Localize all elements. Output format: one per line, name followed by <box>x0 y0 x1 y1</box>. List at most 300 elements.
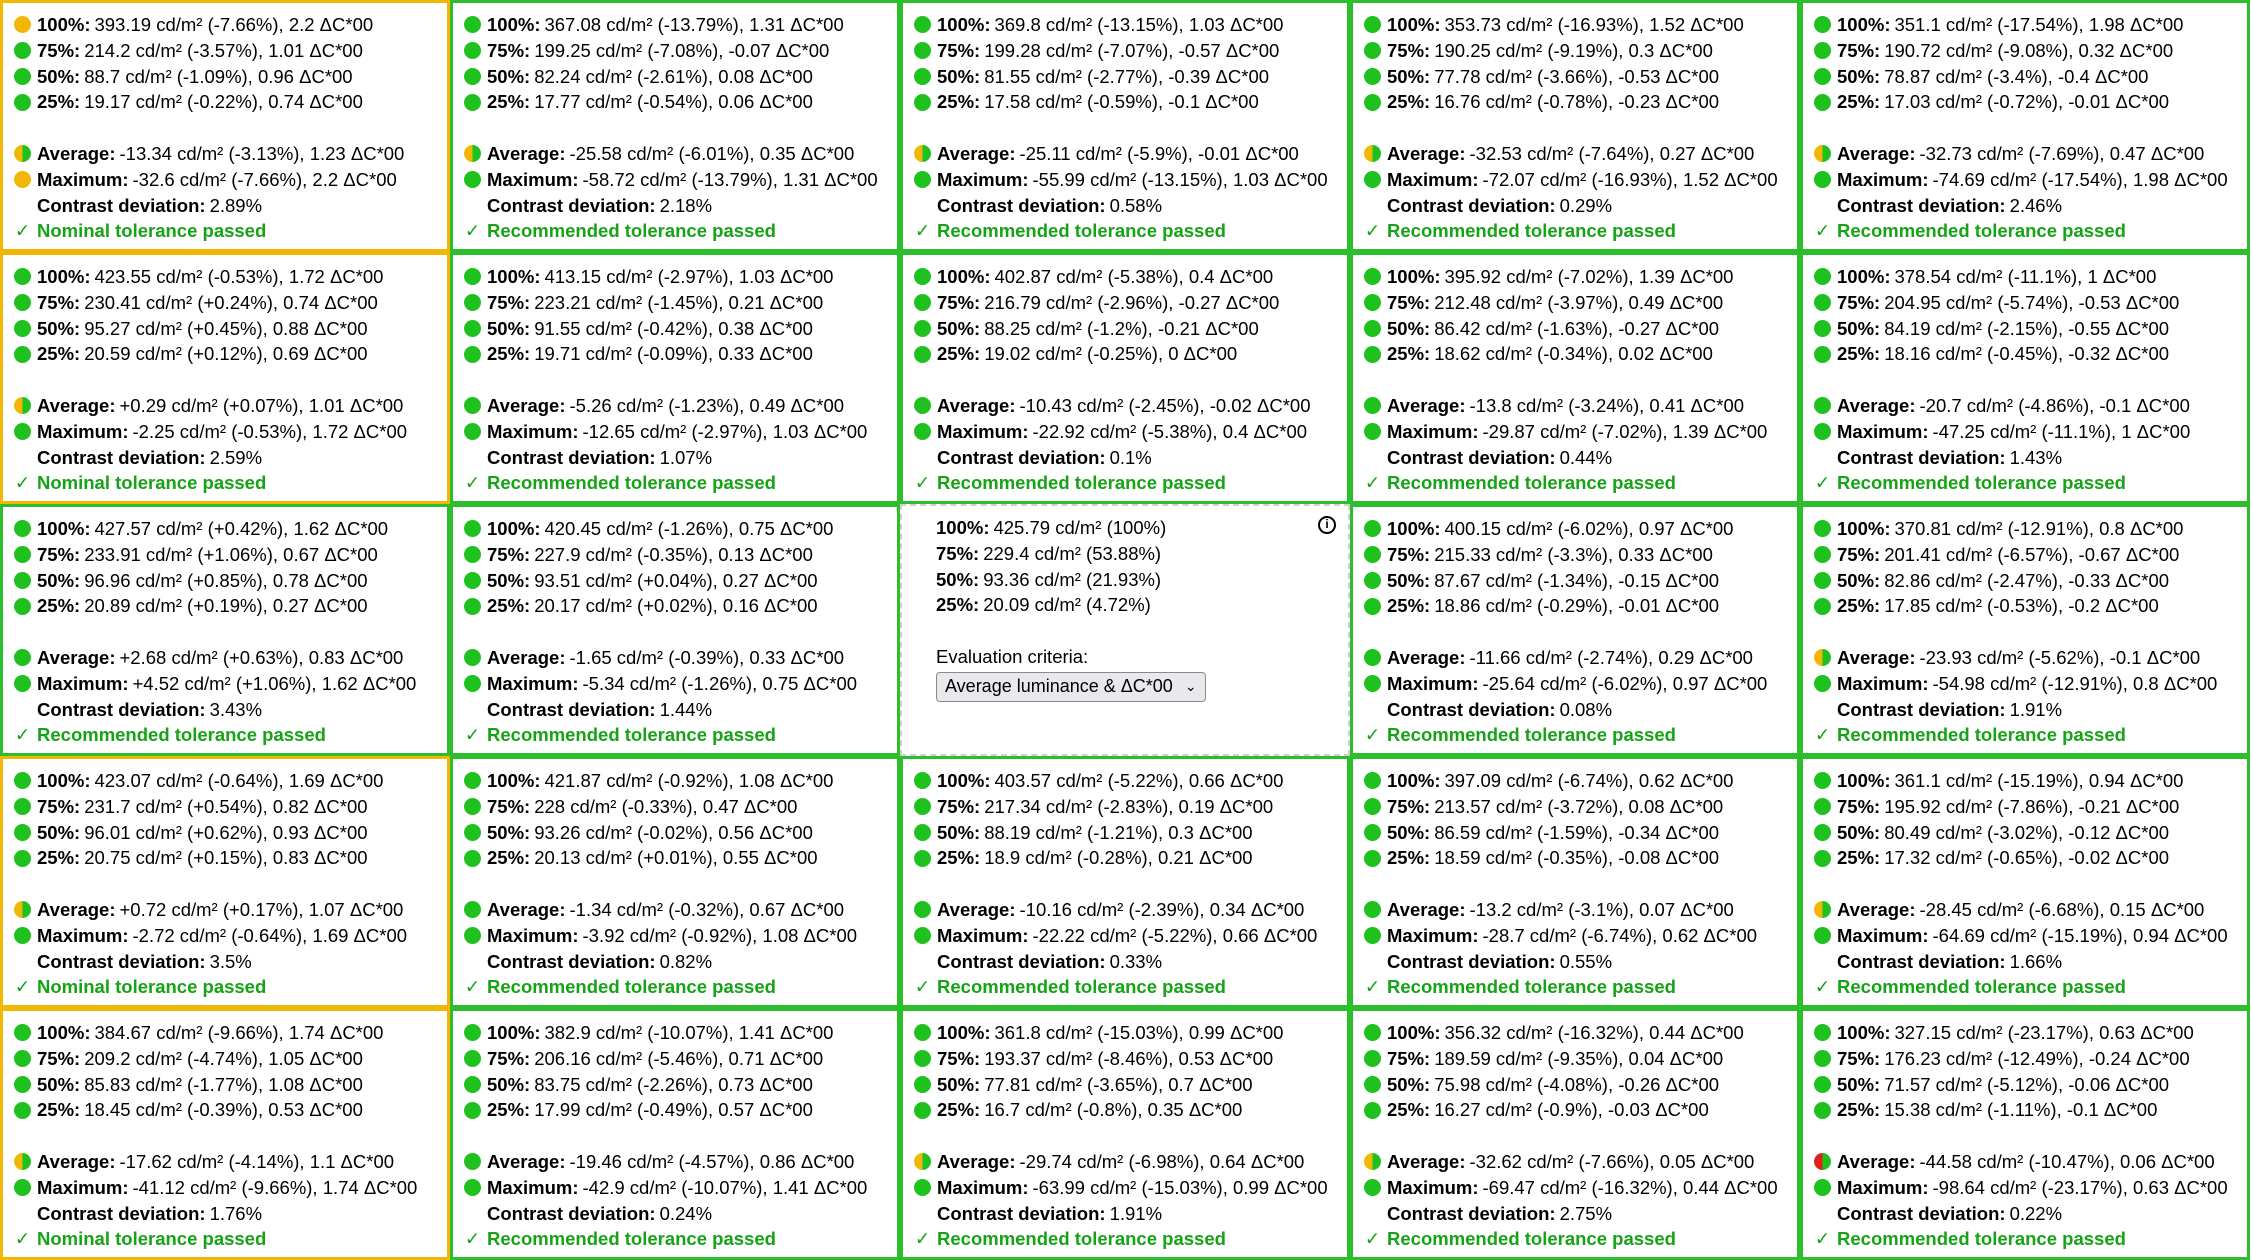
measurement-value: 18.9 cd/m² (-0.28%), 0.21 ΔC*00 <box>984 847 1253 869</box>
measurement-label: 25%: <box>1837 343 1881 365</box>
measurement-row <box>1814 671 2237 697</box>
status-dot-icon <box>1364 320 1381 337</box>
measurement-row <box>464 645 887 671</box>
measurement-value: 209.2 cd/m² (-4.74%), 1.05 ΔC*00 <box>84 1047 363 1069</box>
measurement-label: 100%: <box>37 266 91 287</box>
tolerance-status-text: Recommended tolerance passed <box>1387 976 1676 998</box>
measurement-row <box>14 264 437 290</box>
measurement-row <box>14 419 437 445</box>
measurement-row <box>14 89 437 115</box>
info-circle-icon[interactable]: i <box>1318 516 1336 534</box>
contrast-value: 2.46% <box>2009 194 2063 216</box>
tolerance-status-text: Nominal tolerance passed <box>37 976 267 998</box>
status-dot-icon <box>1814 546 1831 563</box>
measurement-row <box>914 264 1337 290</box>
measurement-label: Maximum: <box>487 420 579 442</box>
measurement-label: Maximum: <box>37 420 129 442</box>
status-dot-icon <box>1364 772 1381 789</box>
contrast-label: Contrast deviation: <box>937 1202 1106 1224</box>
row-spacer <box>1814 871 2237 897</box>
measurement-label: Maximum: <box>1387 168 1479 190</box>
measurement-row <box>464 12 887 38</box>
measurement-row <box>14 645 437 671</box>
status-dot-icon <box>914 320 931 337</box>
measurement-value: 204.95 cd/m² (-5.74%), -0.53 ΔC*00 <box>1884 291 2180 313</box>
measurement-value: 82.24 cd/m² (-2.61%), 0.08 ΔC*00 <box>534 65 813 87</box>
measurement-value: -47.25 cd/m² (-11.1%), 1 ΔC*00 <box>1932 420 2191 442</box>
measurement-cell <box>1800 0 2250 252</box>
tolerance-status-text: Recommended tolerance passed <box>487 724 776 746</box>
measurement-row <box>14 794 437 820</box>
measurement-value: 19.17 cd/m² (-0.22%), 0.74 ΔC*00 <box>84 91 363 113</box>
measurement-label: Maximum: <box>1837 1176 1929 1198</box>
tolerance-status <box>14 974 437 1000</box>
measurement-row <box>464 1149 887 1175</box>
tolerance-status <box>1364 974 1787 1000</box>
contrast-value: 0.29% <box>1559 194 1613 216</box>
contrast-label: Contrast deviation: <box>487 194 656 216</box>
measurement-label: Average: <box>487 646 566 668</box>
status-dot-icon <box>1814 901 1831 918</box>
evaluation-criteria-label: Evaluation criteria: <box>936 645 1089 667</box>
measurement-label: 25%: <box>1387 847 1431 869</box>
status-dot-icon <box>1814 94 1831 111</box>
measurement-label: Average: <box>37 142 116 164</box>
measurement-value: 361.1 cd/m² (-15.19%), 0.94 ΔC*00 <box>1894 770 2184 791</box>
row-spacer <box>14 1123 437 1149</box>
measurement-value: 327.15 cd/m² (-23.17%), 0.63 ΔC*00 <box>1894 1022 2194 1043</box>
contrast-label: Contrast deviation: <box>1837 1202 2006 1224</box>
tolerance-status-text: Recommended tolerance passed <box>1387 220 1676 242</box>
measurement-label: 100%: <box>1387 266 1441 287</box>
measurement-value: 20.89 cd/m² (+0.19%), 0.27 ΔC*00 <box>84 595 368 617</box>
contrast-value: 0.33% <box>1109 950 1163 972</box>
measurement-label: 75%: <box>487 543 531 565</box>
measurement-value: -5.34 cd/m² (-1.26%), 0.75 ΔC*00 <box>582 672 858 694</box>
measurement-row <box>1814 645 2237 671</box>
measurement-label: 100%: <box>37 14 91 35</box>
status-dot-icon <box>1814 772 1831 789</box>
status-dot-icon <box>464 572 481 589</box>
measurement-value: 19.02 cd/m² (-0.25%), 0 ΔC*00 <box>984 343 1238 365</box>
status-dot-icon <box>464 346 481 363</box>
measurement-value: -72.07 cd/m² (-16.93%), 1.52 ΔC*00 <box>1482 168 1778 190</box>
status-dot-icon <box>1364 824 1381 841</box>
contrast-value: 0.08% <box>1559 698 1613 720</box>
status-dot-icon <box>1814 16 1831 33</box>
measurement-row <box>1814 542 2237 568</box>
measurement-label: 100%: <box>1837 518 1891 539</box>
contrast-label: Contrast deviation: <box>37 950 206 972</box>
measurement-row <box>1364 419 1787 445</box>
status-dot-icon <box>14 1102 31 1119</box>
status-dot-icon <box>1364 1076 1381 1093</box>
contrast-row <box>914 949 1337 975</box>
measurement-label: Average: <box>1387 394 1466 416</box>
measurement-cell <box>1350 756 1800 1008</box>
contrast-label: Contrast deviation: <box>1387 950 1556 972</box>
contrast-row <box>14 193 437 219</box>
measurement-label: Average: <box>37 646 116 668</box>
status-dot-icon <box>464 824 481 841</box>
measurement-row <box>1364 1072 1787 1098</box>
measurement-value: +4.52 cd/m² (+1.06%), 1.62 ΔC*00 <box>132 672 417 694</box>
measurement-row <box>914 316 1337 342</box>
status-dot-icon <box>14 901 31 918</box>
tolerance-status <box>14 722 437 748</box>
measurement-value: -32.6 cd/m² (-7.66%), 2.2 ΔC*00 <box>132 168 397 190</box>
measurement-label: 50%: <box>1837 65 1881 87</box>
measurement-label: 100%: <box>1837 1022 1891 1043</box>
status-dot-icon <box>914 145 931 162</box>
measurement-row <box>1814 141 2237 167</box>
measurement-label: 50%: <box>37 1073 81 1095</box>
contrast-value: 2.59% <box>209 446 263 468</box>
measurement-value: -1.34 cd/m² (-0.32%), 0.67 ΔC*00 <box>569 898 845 920</box>
check-icon: ✓ <box>1364 472 1381 494</box>
contrast-label: Contrast deviation: <box>487 446 656 468</box>
measurement-row <box>14 516 437 542</box>
tolerance-status-text: Recommended tolerance passed <box>937 1228 1226 1250</box>
row-spacer <box>1814 115 2237 141</box>
tolerance-status <box>464 974 887 1000</box>
measurement-value: -58.72 cd/m² (-13.79%), 1.31 ΔC*00 <box>582 168 878 190</box>
status-dot-icon <box>1814 1179 1831 1196</box>
measurement-label: 75%: <box>1387 1047 1431 1069</box>
measurement-label: 25%: <box>1837 847 1881 869</box>
status-dot-icon <box>14 850 31 867</box>
measurement-label: 75%: <box>1387 795 1431 817</box>
measurement-label: 100%: <box>1837 14 1891 35</box>
measurement-row <box>464 316 887 342</box>
measurement-row <box>1814 341 2237 367</box>
evaluation-criteria-value: Average luminance & ΔC*00 <box>945 675 1173 696</box>
status-dot-icon <box>464 1076 481 1093</box>
measurement-value: 77.78 cd/m² (-3.66%), -0.53 ΔC*00 <box>1434 65 1720 87</box>
measurement-label: Average: <box>1837 1150 1916 1172</box>
measurement-label: 75%: <box>487 1047 531 1069</box>
measurement-label: Maximum: <box>1387 420 1479 442</box>
measurement-value: -63.99 cd/m² (-15.03%), 0.99 ΔC*00 <box>1032 1176 1328 1198</box>
measurement-label: Maximum: <box>937 420 1029 442</box>
tolerance-status <box>914 1226 1337 1252</box>
measurement-label: 75%: <box>937 291 981 313</box>
status-dot-icon <box>914 16 931 33</box>
status-dot-icon <box>14 16 31 33</box>
contrast-value: 0.1% <box>1109 446 1152 468</box>
contrast-label: Contrast deviation: <box>1837 698 2006 720</box>
measurement-label: 75%: <box>1387 39 1431 61</box>
measurement-value: 18.86 cd/m² (-0.29%), -0.01 ΔC*00 <box>1434 595 1720 617</box>
measurement-value: 351.1 cd/m² (-17.54%), 1.98 ΔC*00 <box>1894 14 2184 35</box>
status-dot-icon <box>14 94 31 111</box>
contrast-value: 1.91% <box>1109 1202 1163 1224</box>
status-dot-icon <box>14 1076 31 1093</box>
check-icon: ✓ <box>1814 976 1831 998</box>
measurement-label: 25%: <box>1387 595 1431 617</box>
measurement-row <box>1364 1046 1787 1072</box>
measurement-value: 20.59 cd/m² (+0.12%), 0.69 ΔC*00 <box>84 343 368 365</box>
measurement-label: 75%: <box>1837 291 1881 313</box>
status-dot-icon <box>1364 397 1381 414</box>
measurement-value: 18.62 cd/m² (-0.34%), 0.02 ΔC*00 <box>1434 343 1713 365</box>
reference-row-value: 93.36 cd/m² (21.93%) <box>983 568 1162 590</box>
measurement-label: 100%: <box>1837 770 1891 791</box>
status-dot-icon <box>464 68 481 85</box>
status-dot-icon <box>914 42 931 59</box>
contrast-value: 3.43% <box>209 698 263 720</box>
measurement-label: 50%: <box>487 65 531 87</box>
measurement-value: 96.01 cd/m² (+0.62%), 0.93 ΔC*00 <box>84 821 368 843</box>
measurement-cell <box>0 0 450 252</box>
measurement-value: 96.96 cd/m² (+0.85%), 0.78 ΔC*00 <box>84 569 368 591</box>
measurement-row <box>464 542 887 568</box>
measurement-row <box>1364 1097 1787 1123</box>
check-icon: ✓ <box>14 976 31 998</box>
tolerance-status <box>1364 218 1787 244</box>
contrast-row <box>914 1201 1337 1227</box>
measurement-value: 421.87 cd/m² (-0.92%), 1.08 ΔC*00 <box>544 770 834 791</box>
status-dot-icon <box>914 294 931 311</box>
status-dot-icon <box>464 675 481 692</box>
contrast-label: Contrast deviation: <box>37 698 206 720</box>
status-dot-icon <box>14 68 31 85</box>
measurement-row <box>464 64 887 90</box>
measurement-row <box>14 341 437 367</box>
measurement-row <box>1814 12 2237 38</box>
measurement-label: 25%: <box>1837 1099 1881 1121</box>
status-dot-icon <box>464 850 481 867</box>
measurement-row <box>914 897 1337 923</box>
status-dot-icon <box>14 798 31 815</box>
measurement-label: 75%: <box>1837 795 1881 817</box>
status-dot-icon <box>14 423 31 440</box>
measurement-value: 378.54 cd/m² (-11.1%), 1 ΔC*00 <box>1894 266 2157 287</box>
measurement-value: -13.34 cd/m² (-3.13%), 1.23 ΔC*00 <box>119 142 405 164</box>
measurement-label: 100%: <box>487 1022 541 1043</box>
measurement-value: 353.73 cd/m² (-16.93%), 1.52 ΔC*00 <box>1444 14 1744 35</box>
measurement-value: -55.99 cd/m² (-13.15%), 1.03 ΔC*00 <box>1032 168 1328 190</box>
measurement-value: -32.73 cd/m² (-7.69%), 0.47 ΔC*00 <box>1919 142 2205 164</box>
measurement-cell <box>900 0 1350 252</box>
contrast-label: Contrast deviation: <box>1837 446 2006 468</box>
measurement-label: 25%: <box>1387 91 1431 113</box>
measurement-label: Maximum: <box>37 1176 129 1198</box>
measurement-row <box>14 167 437 193</box>
measurement-label: 100%: <box>487 14 541 35</box>
measurement-value: -1.65 cd/m² (-0.39%), 0.33 ΔC*00 <box>569 646 845 668</box>
contrast-value: 0.58% <box>1109 194 1163 216</box>
measurement-label: 25%: <box>37 343 81 365</box>
measurement-row <box>914 38 1337 64</box>
status-dot-icon <box>464 927 481 944</box>
status-dot-icon <box>14 320 31 337</box>
status-dot-icon <box>1814 649 1831 666</box>
measurement-row <box>464 419 887 445</box>
row-spacer <box>464 115 887 141</box>
measurement-row <box>914 419 1337 445</box>
measurement-row <box>1814 768 2237 794</box>
measurement-value: -29.87 cd/m² (-7.02%), 1.39 ΔC*00 <box>1482 420 1768 442</box>
measurement-value: -28.45 cd/m² (-6.68%), 0.15 ΔC*00 <box>1919 898 2205 920</box>
reference-row-value: 229.4 cd/m² (53.88%) <box>983 542 1162 564</box>
measurement-label: 75%: <box>37 291 81 313</box>
measurement-label: 25%: <box>1387 343 1431 365</box>
measurement-label: Maximum: <box>487 168 579 190</box>
status-dot-icon <box>464 171 481 188</box>
measurement-value: 16.27 cd/m² (-0.9%), -0.03 ΔC*00 <box>1434 1099 1709 1121</box>
measurement-value: -2.25 cd/m² (-0.53%), 1.72 ΔC*00 <box>132 420 408 442</box>
measurement-value: -20.7 cd/m² (-4.86%), -0.1 ΔC*00 <box>1919 394 2190 416</box>
status-dot-icon <box>14 572 31 589</box>
measurement-value: 413.15 cd/m² (-2.97%), 1.03 ΔC*00 <box>544 266 834 287</box>
row-spacer <box>464 367 887 393</box>
contrast-row <box>1364 1201 1787 1227</box>
measurement-value: 71.57 cd/m² (-5.12%), -0.06 ΔC*00 <box>1884 1073 2170 1095</box>
measurement-cell <box>450 1008 900 1260</box>
row-spacer <box>1364 115 1787 141</box>
measurement-value: 18.45 cd/m² (-0.39%), 0.53 ΔC*00 <box>84 1099 363 1121</box>
status-dot-icon <box>1814 1102 1831 1119</box>
check-icon: ✓ <box>914 1228 931 1250</box>
measurement-row <box>14 768 437 794</box>
measurement-value: -42.9 cd/m² (-10.07%), 1.41 ΔC*00 <box>582 1176 868 1198</box>
row-spacer <box>464 871 887 897</box>
measurement-label: Maximum: <box>1387 924 1479 946</box>
measurement-value: 199.25 cd/m² (-7.08%), -0.07 ΔC*00 <box>534 39 830 61</box>
row-spacer <box>914 871 1337 897</box>
tolerance-status <box>1814 1226 2237 1252</box>
contrast-label: Contrast deviation: <box>1387 194 1556 216</box>
tolerance-status-text: Recommended tolerance passed <box>37 724 326 746</box>
measurement-value: 16.7 cd/m² (-0.8%), 0.35 ΔC*00 <box>984 1099 1243 1121</box>
tolerance-status <box>1814 470 2237 496</box>
status-dot-icon <box>914 1153 931 1170</box>
contrast-label: Contrast deviation: <box>937 194 1106 216</box>
measurement-value: 361.8 cd/m² (-15.03%), 0.99 ΔC*00 <box>994 1022 1284 1043</box>
measurement-label: 25%: <box>487 343 531 365</box>
measurement-row <box>1364 542 1787 568</box>
measurement-value: 17.03 cd/m² (-0.72%), -0.01 ΔC*00 <box>1884 91 2170 113</box>
measurement-value: 214.2 cd/m² (-3.57%), 1.01 ΔC*00 <box>84 39 363 61</box>
measurement-value: -5.26 cd/m² (-1.23%), 0.49 ΔC*00 <box>569 394 845 416</box>
measurement-row <box>464 1072 887 1098</box>
measurement-value: 356.32 cd/m² (-16.32%), 0.44 ΔC*00 <box>1444 1022 1744 1043</box>
measurement-value: -25.58 cd/m² (-6.01%), 0.35 ΔC*00 <box>569 142 855 164</box>
status-dot-icon <box>14 1050 31 1067</box>
measurement-label: 50%: <box>487 1073 531 1095</box>
measurement-label: 75%: <box>937 39 981 61</box>
contrast-value: 2.89% <box>209 194 263 216</box>
reference-row-label: 25%: <box>936 594 980 616</box>
measurement-row <box>1364 645 1787 671</box>
measurement-row <box>14 1149 437 1175</box>
measurement-cell <box>0 756 450 1008</box>
measurement-value: 84.19 cd/m² (-2.15%), -0.55 ΔC*00 <box>1884 317 2170 339</box>
measurement-row <box>464 593 887 619</box>
measurement-row <box>464 393 887 419</box>
measurement-label: Average: <box>1837 898 1916 920</box>
measurement-row <box>1364 1020 1787 1046</box>
measurement-label: 75%: <box>1837 1047 1881 1069</box>
measurement-row <box>464 1046 887 1072</box>
status-dot-icon <box>464 423 481 440</box>
status-dot-icon <box>1364 1153 1381 1170</box>
evaluation-criteria-select[interactable] <box>936 672 1206 702</box>
status-dot-icon <box>464 268 481 285</box>
measurement-row <box>14 568 437 594</box>
status-dot-icon <box>914 772 931 789</box>
status-dot-icon <box>14 1179 31 1196</box>
contrast-row <box>464 697 887 723</box>
measurement-row <box>464 167 887 193</box>
measurement-row <box>914 64 1337 90</box>
measurement-cell <box>0 1008 450 1260</box>
status-dot-icon <box>464 42 481 59</box>
measurement-value: 195.92 cd/m² (-7.86%), -0.21 ΔC*00 <box>1884 795 2180 817</box>
measurement-label: Maximum: <box>37 168 129 190</box>
tolerance-status-text: Recommended tolerance passed <box>937 472 1226 494</box>
status-dot-icon <box>1814 397 1831 414</box>
measurement-cell <box>1800 1008 2250 1260</box>
status-dot-icon <box>14 346 31 363</box>
contrast-value: 1.66% <box>2009 950 2063 972</box>
tolerance-status-text: Recommended tolerance passed <box>487 472 776 494</box>
contrast-value: 1.44% <box>659 698 713 720</box>
tolerance-status <box>464 722 887 748</box>
measurement-label: Maximum: <box>487 1176 579 1198</box>
measurement-value: 190.72 cd/m² (-9.08%), 0.32 ΔC*00 <box>1884 39 2174 61</box>
check-icon: ✓ <box>14 472 31 494</box>
measurement-value: 18.59 cd/m² (-0.35%), -0.08 ΔC*00 <box>1434 847 1720 869</box>
status-dot-icon <box>14 675 31 692</box>
measurement-row <box>464 89 887 115</box>
measurement-row <box>1814 897 2237 923</box>
measurement-label: 75%: <box>37 39 81 61</box>
contrast-label: Contrast deviation: <box>1387 446 1556 468</box>
contrast-value: 1.91% <box>2009 698 2063 720</box>
contrast-row <box>464 949 887 975</box>
contrast-row <box>1364 445 1787 471</box>
measurement-value: 230.41 cd/m² (+0.24%), 0.74 ΔC*00 <box>84 291 378 313</box>
check-icon: ✓ <box>1814 472 1831 494</box>
status-dot-icon <box>464 1102 481 1119</box>
contrast-value: 3.5% <box>209 950 252 972</box>
measurement-row <box>1814 1072 2237 1098</box>
contrast-row <box>14 445 437 471</box>
measurement-label: 100%: <box>37 770 91 791</box>
status-dot-icon <box>1364 572 1381 589</box>
status-dot-icon <box>1364 901 1381 918</box>
measurement-row <box>14 1046 437 1072</box>
status-dot-icon <box>1814 1153 1831 1170</box>
status-dot-icon <box>14 1024 31 1041</box>
measurement-row <box>1364 393 1787 419</box>
measurement-label: 50%: <box>937 821 981 843</box>
measurement-label: 100%: <box>1837 266 1891 287</box>
measurement-label: 75%: <box>1387 291 1431 313</box>
status-dot-icon <box>464 901 481 918</box>
measurement-label: 50%: <box>1837 569 1881 591</box>
measurement-row <box>464 141 887 167</box>
measurement-label: 75%: <box>937 795 981 817</box>
status-dot-icon <box>914 94 931 111</box>
status-dot-icon <box>1814 927 1831 944</box>
measurement-value: 16.76 cd/m² (-0.78%), -0.23 ΔC*00 <box>1434 91 1720 113</box>
contrast-label: Contrast deviation: <box>1387 698 1556 720</box>
measurement-value: 212.48 cd/m² (-3.97%), 0.49 ΔC*00 <box>1434 291 1724 313</box>
contrast-label: Contrast deviation: <box>487 698 656 720</box>
